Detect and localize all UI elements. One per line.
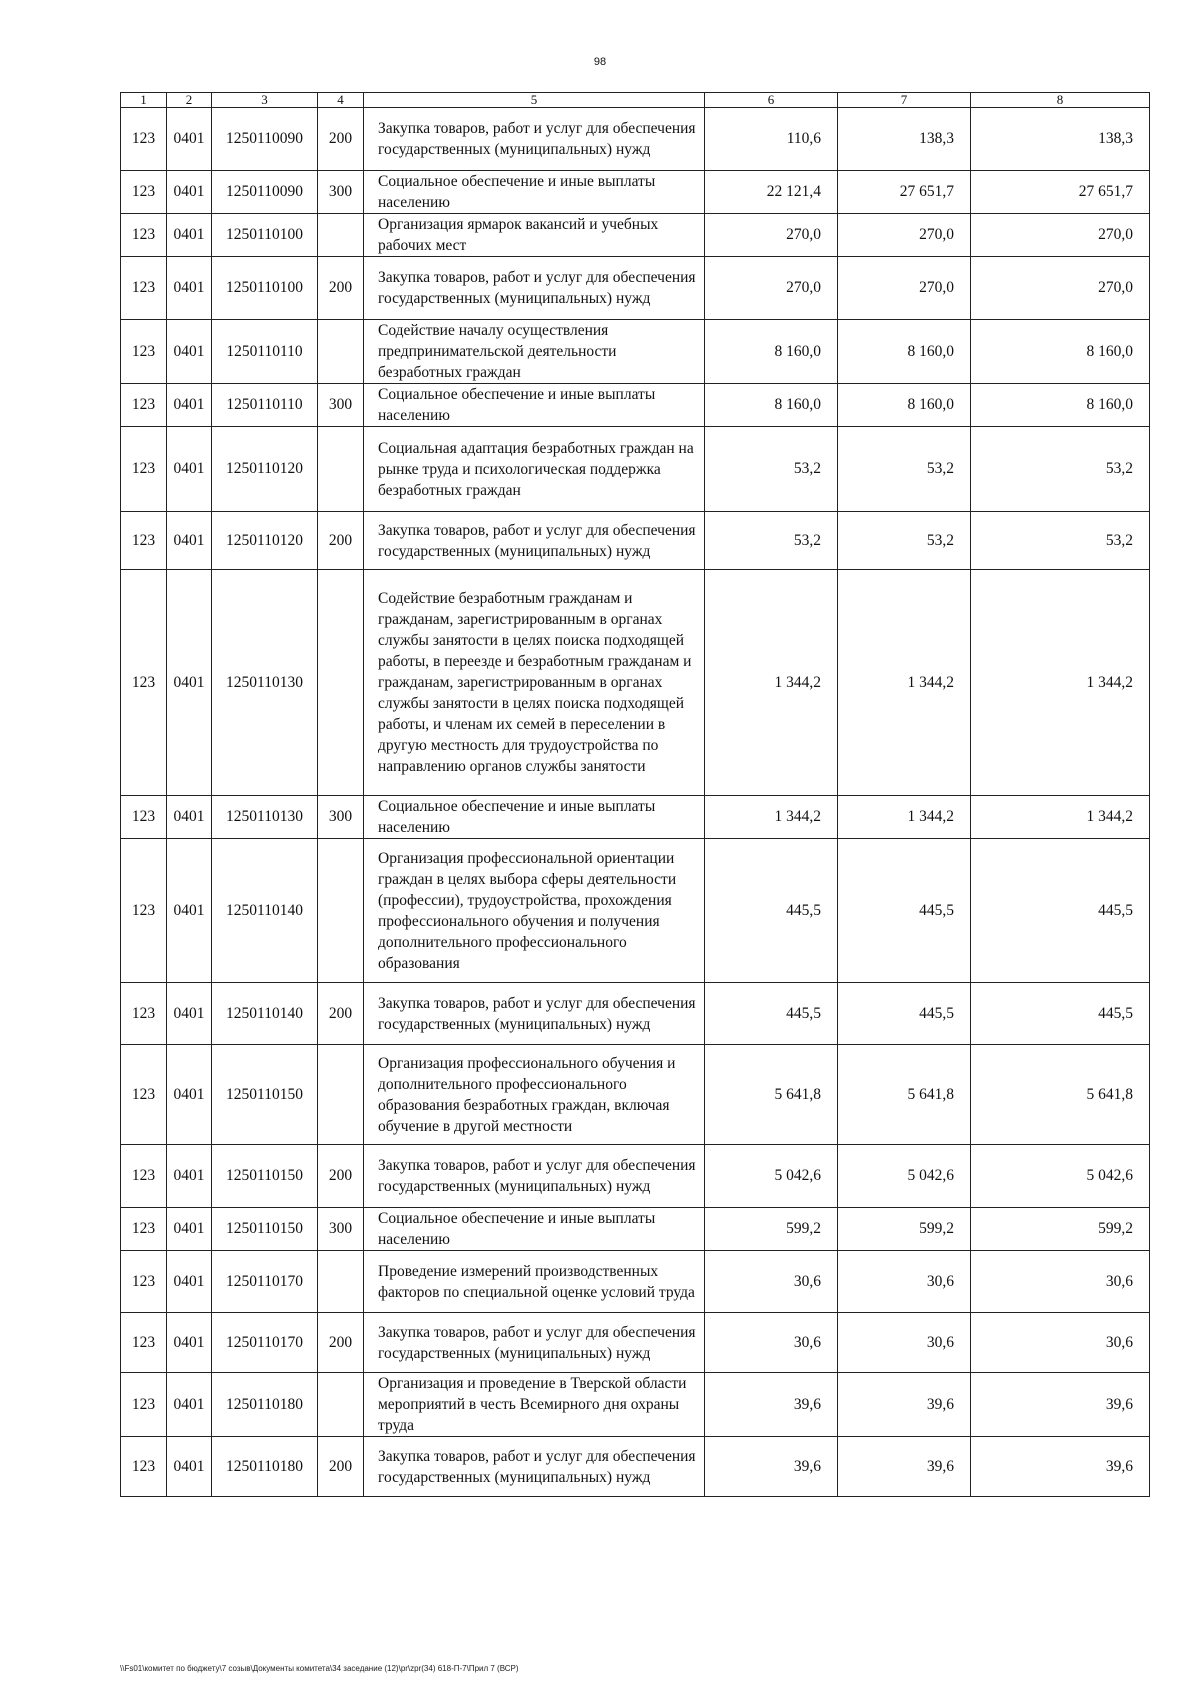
- amount-col8-cell: 445,5: [971, 839, 1150, 983]
- amount-col6-cell: 22 121,4: [705, 171, 838, 214]
- target-article-cell: 1250110130: [212, 570, 318, 796]
- amount-col7-cell: 5 042,6: [838, 1145, 971, 1208]
- ministry-code-cell: 123: [121, 320, 167, 384]
- target-article-cell: 1250110180: [212, 1373, 318, 1437]
- table-row: [121, 512, 1150, 570]
- ministry-code-cell: 123: [121, 1145, 167, 1208]
- amount-col7-cell: 27 651,7: [838, 171, 971, 214]
- amount-col6-cell: 110,6: [705, 108, 838, 171]
- amount-col6-cell: 445,5: [705, 983, 838, 1045]
- table-row: [121, 320, 1150, 384]
- section-code-cell: 0401: [167, 839, 212, 983]
- header-cell-1: 1: [121, 93, 167, 108]
- amount-col6-cell: 8 160,0: [705, 320, 838, 384]
- expense-type-cell: 300: [318, 796, 364, 839]
- description-cell: Закупка товаров, работ и услуг для обеспечения государственных (муниципальных) нужд: [364, 983, 705, 1045]
- description-cell: Социальное обеспечение и иные выплаты населению: [364, 384, 705, 427]
- amount-col6-cell: 1 344,2: [705, 796, 838, 839]
- table-row: [121, 427, 1150, 512]
- amount-col8-cell: 599,2: [971, 1208, 1150, 1251]
- target-article-cell: 1250110090: [212, 108, 318, 171]
- description-cell: Организация профессиональной ориентации граждан в целях выбора сферы деятельности (профессии), трудоустройства, прохождения профессионального обучения и получения дополнительного профессионального образования: [364, 839, 705, 983]
- amount-col7-cell: 445,5: [838, 983, 971, 1045]
- amount-col6-cell: 39,6: [705, 1373, 838, 1437]
- table-row: [121, 1313, 1150, 1373]
- ministry-code-cell: 123: [121, 570, 167, 796]
- ministry-code-cell: 123: [121, 214, 167, 257]
- header-cell-4: 4: [318, 93, 364, 108]
- expense-type-cell: [318, 1373, 364, 1437]
- amount-col6-cell: 39,6: [705, 1437, 838, 1497]
- amount-col7-cell: 39,6: [838, 1373, 971, 1437]
- amount-col8-cell: 138,3: [971, 108, 1150, 171]
- expense-type-cell: [318, 570, 364, 796]
- description-cell: Организация профессионального обучения и дополнительного профессионального образования безработных граждан, включая обучение в другой местности: [364, 1045, 705, 1145]
- target-article-cell: 1250110100: [212, 214, 318, 257]
- section-code-cell: 0401: [167, 320, 212, 384]
- description-cell: Закупка товаров, работ и услуг для обеспечения государственных (муниципальных) нужд: [364, 108, 705, 171]
- section-code-cell: 0401: [167, 796, 212, 839]
- table-row: [121, 214, 1150, 257]
- amount-col6-cell: 30,6: [705, 1251, 838, 1313]
- ministry-code-cell: 123: [121, 171, 167, 214]
- amount-col7-cell: 445,5: [838, 839, 971, 983]
- amount-col6-cell: 5 641,8: [705, 1045, 838, 1145]
- section-code-cell: 0401: [167, 570, 212, 796]
- expense-type-cell: 200: [318, 1313, 364, 1373]
- section-code-cell: 0401: [167, 1145, 212, 1208]
- ministry-code-cell: 123: [121, 983, 167, 1045]
- header-cell-3: 3: [212, 93, 318, 108]
- expense-type-cell: 200: [318, 1145, 364, 1208]
- table-row: [121, 983, 1150, 1045]
- target-article-cell: 1250110150: [212, 1045, 318, 1145]
- amount-col8-cell: 39,6: [971, 1437, 1150, 1497]
- description-cell: Закупка товаров, работ и услуг для обеспечения государственных (муниципальных) нужд: [364, 1145, 705, 1208]
- section-code-cell: 0401: [167, 1373, 212, 1437]
- amount-col6-cell: 599,2: [705, 1208, 838, 1251]
- expense-type-cell: 200: [318, 983, 364, 1045]
- header-row: [121, 93, 1150, 108]
- expense-type-cell: 300: [318, 384, 364, 427]
- section-code-cell: 0401: [167, 1208, 212, 1251]
- table-row: [121, 1208, 1150, 1251]
- expense-type-cell: 300: [318, 171, 364, 214]
- section-code-cell: 0401: [167, 257, 212, 320]
- amount-col7-cell: 30,6: [838, 1313, 971, 1373]
- table-row: [121, 1437, 1150, 1497]
- table-row: [121, 1373, 1150, 1437]
- table-row: [121, 1251, 1150, 1313]
- ministry-code-cell: 123: [121, 108, 167, 171]
- target-article-cell: 1250110090: [212, 171, 318, 214]
- amount-col8-cell: 53,2: [971, 427, 1150, 512]
- section-code-cell: 0401: [167, 214, 212, 257]
- amount-col6-cell: 30,6: [705, 1313, 838, 1373]
- expense-type-cell: 200: [318, 108, 364, 171]
- expense-type-cell: 200: [318, 512, 364, 570]
- expense-type-cell: [318, 1045, 364, 1145]
- amount-col7-cell: 270,0: [838, 257, 971, 320]
- target-article-cell: 1250110130: [212, 796, 318, 839]
- amount-col6-cell: 53,2: [705, 427, 838, 512]
- amount-col8-cell: 445,5: [971, 983, 1150, 1045]
- description-cell: Закупка товаров, работ и услуг для обеспечения государственных (муниципальных) нужд: [364, 257, 705, 320]
- amount-col8-cell: 30,6: [971, 1313, 1150, 1373]
- target-article-cell: 1250110120: [212, 427, 318, 512]
- amount-col7-cell: 1 344,2: [838, 570, 971, 796]
- ministry-code-cell: 123: [121, 1313, 167, 1373]
- table-row: [121, 796, 1150, 839]
- header-cell-7: 7: [838, 93, 971, 108]
- ministry-code-cell: 123: [121, 257, 167, 320]
- expense-type-cell: [318, 320, 364, 384]
- amount-col6-cell: 270,0: [705, 257, 838, 320]
- ministry-code-cell: 123: [121, 839, 167, 983]
- section-code-cell: 0401: [167, 171, 212, 214]
- amount-col7-cell: 53,2: [838, 512, 971, 570]
- table-row: [121, 839, 1150, 983]
- table-row: [121, 108, 1150, 171]
- target-article-cell: 1250110150: [212, 1208, 318, 1251]
- table-row: [121, 171, 1150, 214]
- amount-col6-cell: 53,2: [705, 512, 838, 570]
- page-number: 98: [593, 56, 607, 68]
- description-cell: Закупка товаров, работ и услуг для обеспечения государственных (муниципальных) нужд: [364, 512, 705, 570]
- target-article-cell: 1250110120: [212, 512, 318, 570]
- description-cell: Социальное обеспечение и иные выплаты населению: [364, 796, 705, 839]
- description-cell: Закупка товаров, работ и услуг для обеспечения государственных (муниципальных) нужд: [364, 1313, 705, 1373]
- section-code-cell: 0401: [167, 983, 212, 1045]
- table-row: [121, 1045, 1150, 1145]
- target-article-cell: 1250110140: [212, 839, 318, 983]
- amount-col6-cell: 445,5: [705, 839, 838, 983]
- amount-col8-cell: 39,6: [971, 1373, 1150, 1437]
- amount-col8-cell: 5 641,8: [971, 1045, 1150, 1145]
- amount-col7-cell: 8 160,0: [838, 320, 971, 384]
- expense-type-cell: 200: [318, 257, 364, 320]
- amount-col8-cell: 1 344,2: [971, 570, 1150, 796]
- amount-col7-cell: 138,3: [838, 108, 971, 171]
- ministry-code-cell: 123: [121, 1208, 167, 1251]
- description-cell: Социальная адаптация безработных граждан на рынке труда и психологическая поддержка безработных граждан: [364, 427, 705, 512]
- ministry-code-cell: 123: [121, 1251, 167, 1313]
- header-cell-5: 5: [364, 93, 705, 108]
- footer-file-path: \\Fs01\комитет по бюджету\7 созыв\Документы комитета\34 заседание (12)\pr\zpr(34) 618-П-7\Прил 7 (ВСР): [120, 1664, 519, 1673]
- budget-table: [120, 92, 1150, 1497]
- section-code-cell: 0401: [167, 1313, 212, 1373]
- ministry-code-cell: 123: [121, 384, 167, 427]
- amount-col8-cell: 8 160,0: [971, 320, 1150, 384]
- amount-col6-cell: 5 042,6: [705, 1145, 838, 1208]
- section-code-cell: 0401: [167, 1251, 212, 1313]
- ministry-code-cell: 123: [121, 1045, 167, 1145]
- target-article-cell: 1250110140: [212, 983, 318, 1045]
- expense-type-cell: 300: [318, 1208, 364, 1251]
- ministry-code-cell: 123: [121, 1373, 167, 1437]
- amount-col7-cell: 8 160,0: [838, 384, 971, 427]
- description-cell: Социальное обеспечение и иные выплаты населению: [364, 1208, 705, 1251]
- section-code-cell: 0401: [167, 108, 212, 171]
- expense-type-cell: [318, 427, 364, 512]
- section-code-cell: 0401: [167, 1437, 212, 1497]
- target-article-cell: 1250110110: [212, 320, 318, 384]
- amount-col6-cell: 8 160,0: [705, 384, 838, 427]
- target-article-cell: 1250110170: [212, 1251, 318, 1313]
- amount-col8-cell: 1 344,2: [971, 796, 1150, 839]
- ministry-code-cell: 123: [121, 512, 167, 570]
- description-cell: Проведение измерений производственных факторов по специальной оценке условий труда: [364, 1251, 705, 1313]
- description-cell: Организация и проведение в Тверской области мероприятий в честь Всемирного дня охраны труда: [364, 1373, 705, 1437]
- amount-col7-cell: 53,2: [838, 427, 971, 512]
- amount-col8-cell: 270,0: [971, 214, 1150, 257]
- ministry-code-cell: 123: [121, 427, 167, 512]
- section-code-cell: 0401: [167, 384, 212, 427]
- target-article-cell: 1250110150: [212, 1145, 318, 1208]
- expense-type-cell: 200: [318, 1437, 364, 1497]
- description-cell: Содействие началу осуществления предпринимательской деятельности безработных граждан: [364, 320, 705, 384]
- target-article-cell: 1250110100: [212, 257, 318, 320]
- amount-col8-cell: 8 160,0: [971, 384, 1150, 427]
- description-cell: Закупка товаров, работ и услуг для обеспечения государственных (муниципальных) нужд: [364, 1437, 705, 1497]
- table-row: [121, 1145, 1150, 1208]
- target-article-cell: 1250110170: [212, 1313, 318, 1373]
- amount-col8-cell: 30,6: [971, 1251, 1150, 1313]
- expense-type-cell: [318, 214, 364, 257]
- amount-col7-cell: 30,6: [838, 1251, 971, 1313]
- amount-col8-cell: 27 651,7: [971, 171, 1150, 214]
- expense-type-cell: [318, 839, 364, 983]
- amount-col8-cell: 270,0: [971, 257, 1150, 320]
- description-cell: Социальное обеспечение и иные выплаты населению: [364, 171, 705, 214]
- description-cell: Организация ярмарок вакансий и учебных рабочих мест: [364, 214, 705, 257]
- ministry-code-cell: 123: [121, 796, 167, 839]
- section-code-cell: 0401: [167, 1045, 212, 1145]
- amount-col6-cell: 1 344,2: [705, 570, 838, 796]
- table-row: [121, 257, 1150, 320]
- amount-col7-cell: 599,2: [838, 1208, 971, 1251]
- amount-col8-cell: 5 042,6: [971, 1145, 1150, 1208]
- amount-col7-cell: 39,6: [838, 1437, 971, 1497]
- amount-col7-cell: 5 641,8: [838, 1045, 971, 1145]
- description-cell: Содействие безработным гражданам и гражданам, зарегистрированным в органах службы занятости в целях поиска подходящей работы, в переезде и безработным гражданам и гражданам, зарегистрированным в органах службы занятости в целях поиска подходящей работы, и членам их семей в переселении в другую местность для трудоустройства по направлению органов службы занятости: [364, 570, 705, 796]
- amount-col7-cell: 270,0: [838, 214, 971, 257]
- table-row: [121, 384, 1150, 427]
- ministry-code-cell: 123: [121, 1437, 167, 1497]
- amount-col7-cell: 1 344,2: [838, 796, 971, 839]
- header-cell-6: 6: [705, 93, 838, 108]
- target-article-cell: 1250110180: [212, 1437, 318, 1497]
- target-article-cell: 1250110110: [212, 384, 318, 427]
- section-code-cell: 0401: [167, 427, 212, 512]
- section-code-cell: 0401: [167, 512, 212, 570]
- table-row: [121, 570, 1150, 796]
- header-cell-2: 2: [167, 93, 212, 108]
- expense-type-cell: [318, 1251, 364, 1313]
- amount-col6-cell: 270,0: [705, 214, 838, 257]
- amount-col8-cell: 53,2: [971, 512, 1150, 570]
- header-cell-8: 8: [971, 93, 1150, 108]
